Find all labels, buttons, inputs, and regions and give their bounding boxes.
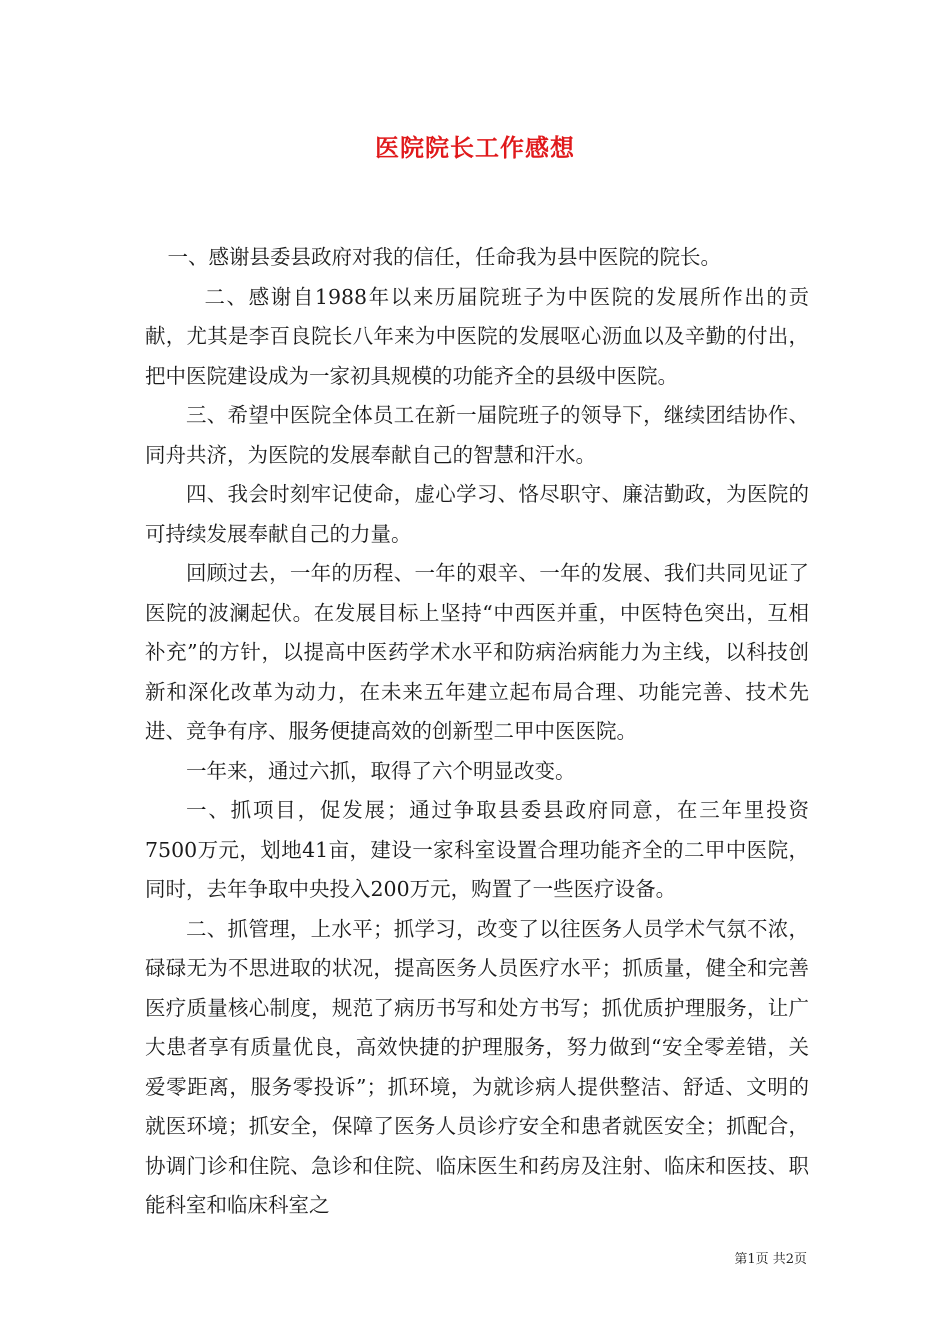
paragraph: 一年来，通过六抓，取得了六个明显改变。 <box>186 758 576 783</box>
paragraph: 三、希望中医院全体员工在新一届院班子的领导下，继续团结协作、同舟共济，为医院的发展奉献自己的智慧和汗水。 <box>145 403 809 467</box>
paragraph: 回顾过去，一年的历程、一年的艰辛、一年的发展、我们共同见证了医院的波澜起伏。在发展目标上坚持“中西医并重，中医特色突出，互相补充”的方针，以提高中医药学术水平和防病治病能力为主线，以科技创新和深化改革为动力，在未来五年建立起布局合理、功能完善、技术先进、竞争有序、服务便捷高效的创新型二甲中医医院。 <box>145 561 809 743</box>
page-number-footer: 第1页 共2页 <box>734 1252 807 1267</box>
paragraph: 二、感谢自1988年以来历届院班子为中医院的发展所作出的贡献，尤其是李百良院长八年来为中医院的发展呕心沥血以及辛勤的付出，把中医院建设成为一家初具规模的功能齐全的县级中医院。 <box>145 284 809 388</box>
paragraph: 二、抓管理，上水平；抓学习，改变了以往医务人员学术气氛不浓，碌碌无为不思进取的状况，提高医务人员医疗水平；抓质量，健全和完善医疗质量核心制度，规范了病历书写和处方书写；抓优质护理服务，让广大患者享有质量优良，高效快捷的护理服务，努力做到“安全零差错，关爱零距离，服务零投诉”；抓环境，为就诊病人提供整洁、舒适、文明的就医环境；抓安全，保障了医务人员诊疗安全和患者就医安全；抓配合，协调门诊和住院、急诊和住院、临床医生和药房及注射、临床和医技、职能科室和临床科室之 <box>145 916 809 1217</box>
document-body <box>145 238 809 1226</box>
paragraph: 一、抓项目，促发展；通过争取县委县政府同意，在三年里投资7500万元，划地41亩，建设一家科室设置合理功能齐全的二甲中医院，同时，去年争取中央投入200万元，购置了一些医疗设备。 <box>145 798 809 901</box>
paragraph: 一、感谢县委县政府对我的信任，任命我为县中医院的院长。 <box>167 245 722 269</box>
paragraph: 四、我会时刻牢记使命，虚心学习、恪尽职守、廉洁勤政，为医院的可持续发展奉献自己的力量。 <box>145 482 809 546</box>
document-title: 医院院长工作感想 <box>375 133 575 162</box>
